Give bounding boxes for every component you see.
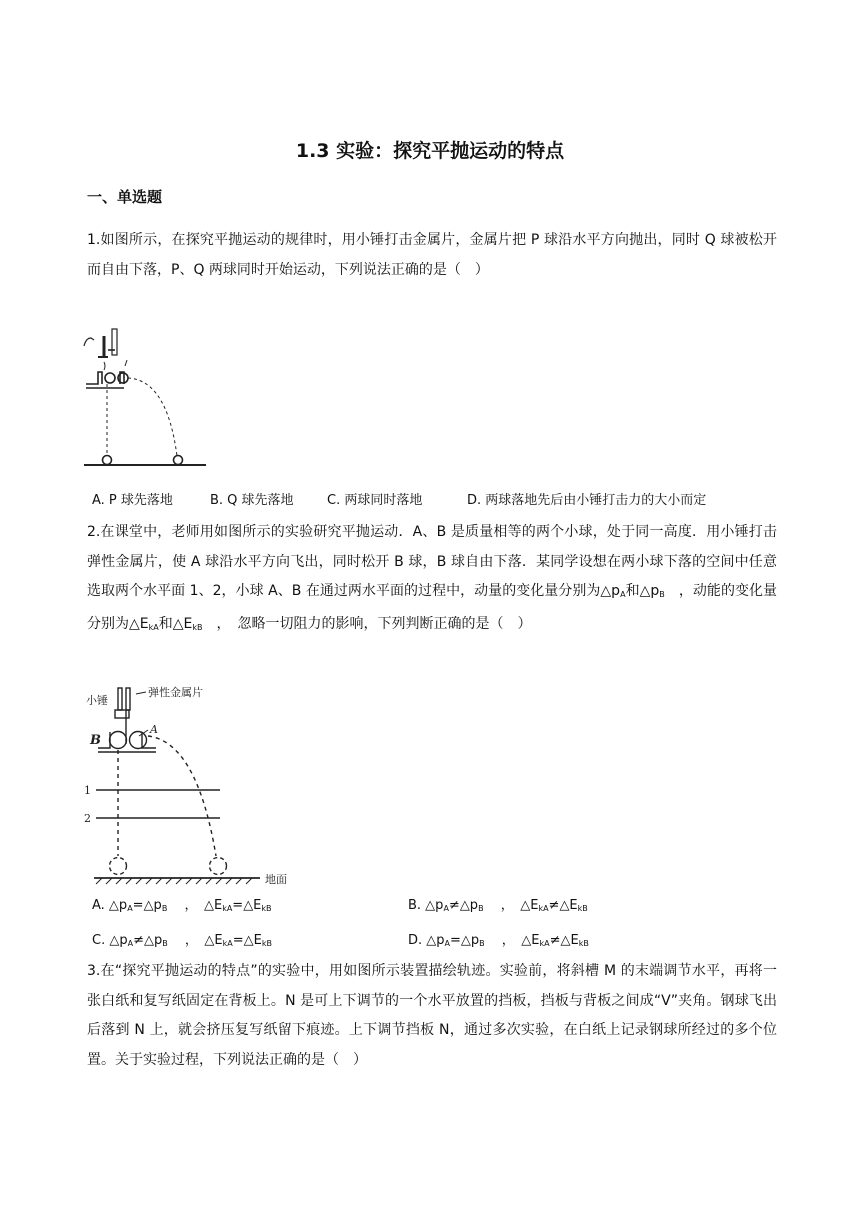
question-2-text (87, 518, 777, 642)
figure-label-a: A (150, 723, 158, 736)
sub-ka: kA (148, 622, 159, 632)
q2-option-b[interactable]: B. $\triangle p_A\ne\triangle p_B$ ， $\triangle E_{kA}\ne\triangle E_{kB}$ (408, 898, 588, 913)
q1-option-b[interactable]: B. Q 球先落地 (210, 493, 294, 508)
figure-label-plane-1: 1 (84, 784, 91, 797)
section-heading: 一、单选题 (87, 188, 163, 206)
figure-label-metal: 弹性金属片 (148, 686, 203, 699)
question-3-text: 3.在“探究平抛运动的特点”的实验中，用如图所示装置描绘轨迹。实验前，将斜槽 M 的末端调节水平，再将一张白纸和复写纸固定在背板上。N 是可上下调节的一个水平放置的挡板，挡板与背板之间成“V”夹角。钢球飞出后落到 N 上，就会挤压复写纸留下痕迹。上下调节挡板 N，通过多次实验，在白纸上记录钢球所经过的多个位置。关于实验过程，下列说法正确的是（ ） (87, 963, 777, 1068)
q2-option-a[interactable]: A. $\triangle p_A=\triangle p_B$ ， $\triangle E_{kA}=\triangle E_{kB}$ (92, 898, 272, 913)
sub-a: A (620, 590, 626, 599)
q2-text-b: 和△p (625, 583, 660, 599)
q1-option-a[interactable]: A. P 球先落地 (92, 493, 173, 508)
q1-option-c[interactable]: C. 两球同时落地 (327, 493, 423, 508)
figure-label-ground: 地面 (265, 873, 287, 886)
q2-text-a: 2.在课堂中，老师用如图所示的实验研究平抛运动．A、B 是质量相等的两个小球，处于同一高度．用小锤打击弹性金属片，使 A 球沿水平方向飞出，同时松开 B 球，B 球自由下落．某同学设想在两小球下落的空间中任意选取两个水平面 1、2，小球 A、B 在通过两水平面的过程中，动量的变化量分别为△p (87, 524, 777, 599)
q2-text-e: ， 忽略一切阻力的影响，下列判断正确的是（ ） (216, 615, 532, 632)
question-1-text: 1.如图所示，在探究平抛运动的规律时，用小锤打击金属片，金属片把 P 球沿水平方向抛出，同时 Q 球被松开而自由下落，P、Q 两球同时开始运动，下列说法正确的是（ ） (87, 232, 777, 278)
sub-b: B (659, 590, 665, 599)
q1-option-d[interactable]: D. 两球落地先后由小锤打击力的大小而定 (467, 493, 707, 508)
question-1-figure (82, 326, 207, 471)
q2-option-d[interactable]: D. $\triangle p_A=\triangle p_B$ ， $\triangle E_{kA}\ne\triangle E_{kB}$ (408, 933, 589, 948)
sub-kb: kB (192, 622, 203, 632)
page-title: 1.3 实验：探究平抛运动的特点 (295, 140, 565, 162)
figure-label-plane-2: 2 (84, 812, 91, 825)
q2-option-c[interactable]: C. $\triangle p_A\ne\triangle p_B$ ， $\triangle E_{kA}=\triangle E_{kB}$ (92, 933, 272, 948)
q2-text-d: 和△E (158, 615, 193, 632)
q2-text-c: ，动能的变化量分别为△E (87, 583, 778, 632)
question-2-figure (82, 684, 302, 886)
figure-label-b: B (90, 733, 101, 748)
figure-label-hammer: 小锤 (86, 694, 108, 707)
